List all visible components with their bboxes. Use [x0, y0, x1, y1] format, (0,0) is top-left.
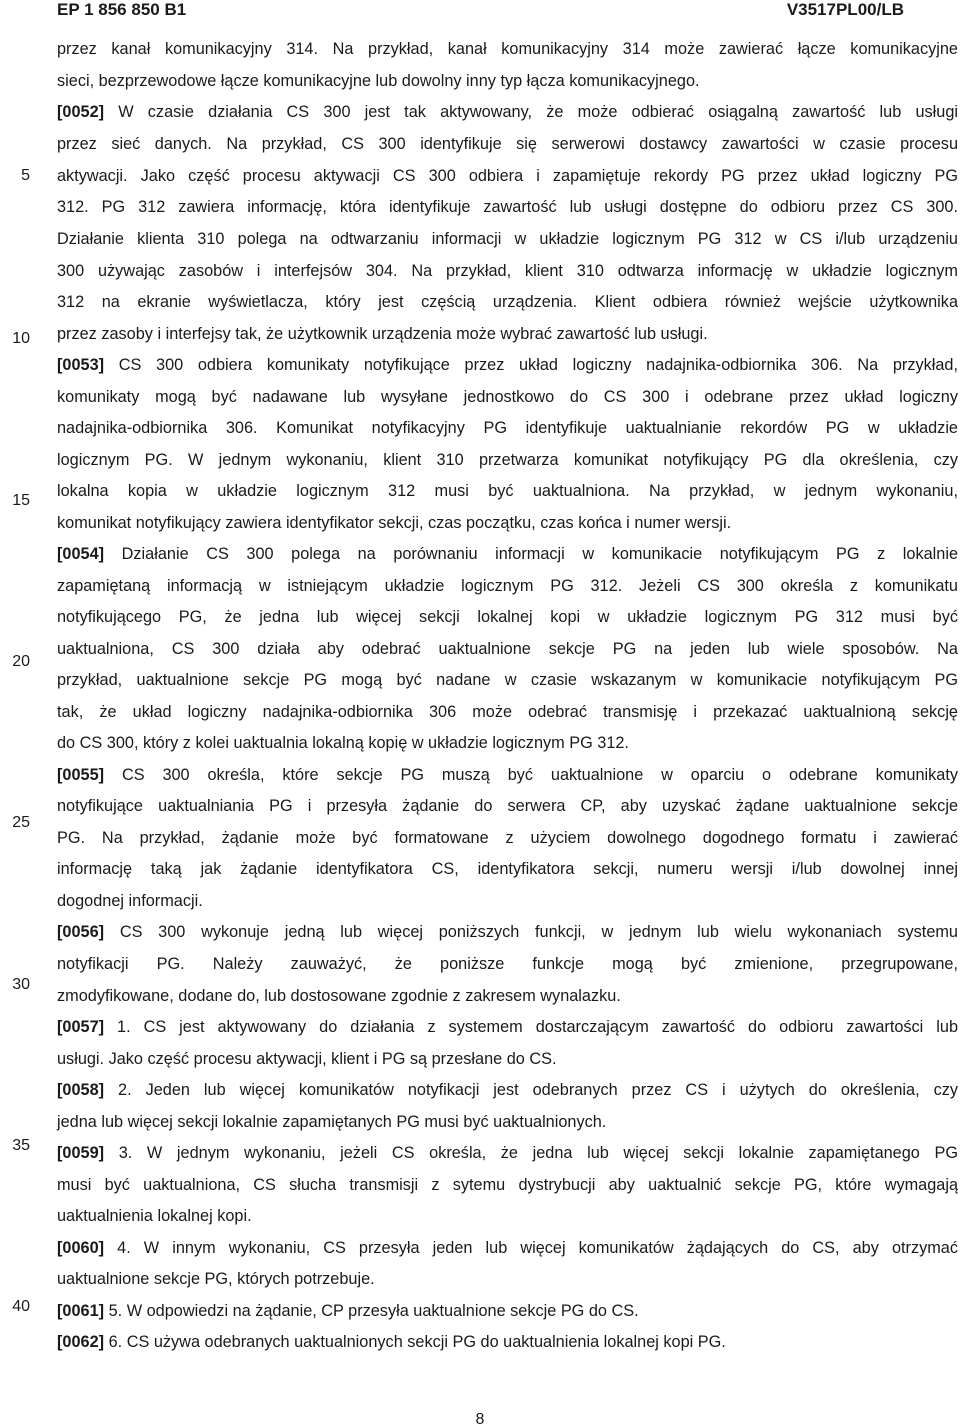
text-line: [57, 292, 958, 312]
paragraph-number: [0055]: [57, 766, 105, 784]
line-text: dogodnej informacji.: [57, 892, 203, 910]
margin-line-number: 5: [21, 167, 30, 184]
text-line: [57, 166, 958, 186]
text-line: [57, 102, 958, 122]
paragraph-number: [0062]: [57, 1333, 105, 1351]
document-reference: V3517PL00/LB: [786, 0, 904, 19]
paragraph-number: [0061]: [57, 1302, 105, 1320]
text-line: [57, 922, 958, 942]
line-text: komunikat notyfikujący zawiera identyfikator sekcji, czas początku, czas końca i numer wersji.: [57, 514, 732, 532]
line-text: informację taką jak żądanie identyfikatora CS, identyfikatora sekcji, numeru wersji i/lub dowolnej innej: [57, 860, 958, 878]
text-line: [57, 1301, 958, 1321]
text-line: [57, 796, 958, 816]
paragraph-number: [0056]: [57, 923, 105, 941]
text-line: [57, 387, 958, 407]
margin-line-number: 20: [12, 653, 30, 670]
text-line: [57, 733, 958, 753]
paragraph-number: [0060]: [57, 1239, 105, 1257]
line-text: aktywacji. Jako część procesu aktywacji CS 300 odbiera i zapamiętuje rekordy PG przez układ logiczny PG: [57, 167, 958, 185]
margin-line-number: 40: [12, 1298, 30, 1315]
text-line: [57, 702, 958, 722]
margin-line-number: 30: [12, 976, 30, 993]
line-text: notyfikacji PG. Należy zauważyć, że poniższe funkcje mogą być zmienione, przegrupowane,: [57, 955, 958, 973]
line-text: Działanie klienta 310 polega na odtwarzaniu informacji w układzie logicznym PG 312 w CS i/lub urządzeniu: [57, 230, 958, 248]
line-text: PG. Na przykład, żądanie może być formatowane z użyciem dowolnego dogodnego formatu i zawierać: [57, 829, 958, 847]
paragraph-number: [0058]: [57, 1081, 105, 1099]
text-line: [57, 1112, 958, 1132]
line-text: W czasie działania CS 300 jest tak aktywowany, że może odbierać osiągalną zawartość lub usługi: [104, 103, 958, 121]
text-line: [57, 229, 958, 249]
line-text: przykład, uaktualnione sekcje PG mogą być nadane w czasie wskazanym w komunikacie notyfikującym PG: [57, 671, 958, 689]
margin-line-number: 15: [12, 492, 30, 509]
line-text: przez kanał komunikacyjny 314. Na przykład, kanał komunikacyjny 314 może zawierać łącze komunikacyjne: [57, 40, 958, 58]
text-line: [57, 71, 958, 91]
line-text: notyfikujące uaktualniania PG i przesyła żądanie do serwera CP, aby uzyskać żądane uaktualnione sekcje: [57, 797, 958, 815]
text-line: [57, 1049, 958, 1069]
text-line: [57, 355, 958, 375]
text-line: [57, 891, 958, 911]
text-line: [57, 481, 958, 501]
line-text: uaktualnienia lokalnej kopi.: [57, 1207, 252, 1225]
line-text: uaktualnione sekcje PG, których potrzebuje.: [57, 1270, 375, 1288]
line-text: 3. W jednym wykonaniu, jeżeli CS określa, że jedna lub więcej sekcji lokalnie zapamiętanego PG: [104, 1144, 958, 1162]
line-text: CS 300 wykonuje jedną lub więcej poniższych funkcji, w jednym lub wielu wykonaniach systemu: [104, 923, 958, 941]
line-text: CS 300 odbiera komunikaty notyfikujące przez układ logiczny nadajnika-odbiornika 306. Na przykład,: [104, 356, 958, 374]
line-text: 300 używając zasobów i interfejsów 304. Na przykład, klient 310 odtwarza informację w układzie logicznym: [57, 262, 958, 280]
line-text: jedna lub więcej sekcji lokalnie zapamiętanych PG musi być uaktualnionych.: [57, 1113, 607, 1131]
paragraph-number: [0052]: [57, 103, 105, 121]
line-text: tak, że układ logiczny nadajnika-odbiornika 306 może odebrać transmisję i przekazać uaktualnioną sekcję: [57, 703, 958, 721]
line-text: sieci, bezprzewodowe łącze komunikacyjne lub dowolny inny typ łącza komunikacyjnego.: [57, 72, 700, 90]
line-text: zmodyfikowane, dodane do, lub dostosowane zgodnie z zakresem wynalazku.: [57, 987, 621, 1005]
text-line: [57, 1017, 958, 1037]
patent-number: EP 1 856 850 B1: [57, 0, 187, 19]
text-line: [57, 544, 958, 564]
text-line: [57, 670, 958, 690]
text-line: [57, 1080, 958, 1100]
text-line: [57, 513, 958, 533]
text-line: [57, 1175, 958, 1195]
line-text: 2. Jeden lub więcej komunikatów notyfikacji jest odebranych przez CS i użytych do określenia, czy: [104, 1081, 958, 1099]
text-line: [57, 765, 958, 785]
text-line: [57, 197, 958, 217]
text-line: [57, 1143, 958, 1163]
text-line: [57, 1269, 958, 1289]
margin-line-number: 25: [12, 814, 30, 831]
line-text: musi być uaktualniona, CS słucha transmisji z sytemu dystrybucji aby uaktualnić sekcje PG, które wymagają: [57, 1176, 958, 1194]
margin-line-number: 10: [12, 330, 30, 347]
line-text: CS 300 określa, które sekcje PG muszą być uaktualnione w oparciu o odebrane komunikaty: [104, 766, 958, 784]
text-line: [57, 859, 958, 879]
line-text: komunikaty mogą być nadawane lub wysyłane jednostkowo do CS 300 i odebrane przez układ logiczny: [57, 388, 958, 406]
line-text: 5. W odpowiedzi na żądanie, CP przesyła uaktualnione sekcje PG do CS.: [104, 1302, 639, 1320]
line-text: usługi. Jako część procesu aktywacji, klient i PG są przesłane do CS.: [57, 1050, 557, 1068]
line-text: logicznym PG. W jednym wykonaniu, klient 310 przetwarza komunikat notyfikujący PG dla określenia, czy: [57, 451, 958, 469]
text-line: [57, 1238, 958, 1258]
line-text: lokalna kopia w układzie logicznym 312 musi być uaktualniona. Na przykład, w jednym wykonaniu,: [57, 482, 958, 500]
text-line: [57, 954, 958, 974]
line-text: nadajnika-odbiornika 306. Komunikat notyfikacyjny PG identyfikuje uaktualnianie rekordów PG w układzie: [57, 419, 958, 437]
line-text: przez sieć danych. Na przykład, CS 300 identyfikuje się serwerowi dostawcy zawartości w czasie procesu: [57, 135, 958, 153]
text-line: [57, 324, 958, 344]
text-line: [57, 639, 958, 659]
paragraph-number: [0057]: [57, 1018, 105, 1036]
text-line: [57, 607, 958, 627]
text-line: [57, 1332, 958, 1352]
line-text: Działanie CS 300 polega na porównaniu informacji w komunikacie notyfikującym PG z lokalnie: [104, 545, 958, 563]
line-text: 312. PG 312 zawiera informację, która identyfikuje zawartość lub usługi dostępne do odbioru przez CS 300.: [57, 198, 958, 216]
page-number: 8: [475, 1411, 485, 1428]
text-line: [57, 39, 958, 59]
line-text: zapamiętaną informacją w istniejącym układzie logicznym PG 312. Jeżeli CS 300 określa z komunikatu: [57, 577, 958, 595]
text-line: [57, 418, 958, 438]
line-text: notyfikującego PG, że jedna lub więcej sekcji lokalnej kopi w układzie logicznym PG 312 musi być: [57, 608, 958, 626]
line-text: 1. CS jest aktywowany do działania z systemem dostarczającym zawartość do odbioru zawartości lub: [104, 1018, 958, 1036]
text-line: [57, 1206, 958, 1226]
text-line: [57, 261, 958, 281]
line-text: do CS 300, który z kolei uaktualnia lokalną kopię w układzie logicznym PG 312.: [57, 734, 629, 752]
line-text: 312 na ekranie wyświetlacza, który jest częścią urządzenia. Klient odbiera również wejście użytkownika: [57, 293, 958, 311]
text-line: [57, 450, 958, 470]
paragraph-number: [0054]: [57, 545, 105, 563]
text-line: [57, 986, 958, 1006]
paragraph-number: [0053]: [57, 356, 105, 374]
text-line: [57, 576, 958, 596]
margin-line-number: 35: [12, 1137, 30, 1154]
line-text: uaktualniona, CS 300 działa aby odebrać uaktualnione sekcje PG na jeden lub wiele sposobów. Na: [57, 640, 958, 658]
line-text: 4. W innym wykonaniu, CS przesyła jeden lub więcej komunikatów żądających do CS, aby otrzymać: [104, 1239, 958, 1257]
line-text: 6. CS używa odebranych uaktualnionych sekcji PG do uaktualnienia lokalnej kopi PG.: [104, 1333, 726, 1351]
text-line: [57, 828, 958, 848]
paragraph-number: [0059]: [57, 1144, 105, 1162]
text-line: [57, 134, 958, 154]
line-text: przez zasoby i interfejsy tak, że użytkownik urządzenia może wybrać zawartość lub usługi.: [57, 325, 708, 343]
